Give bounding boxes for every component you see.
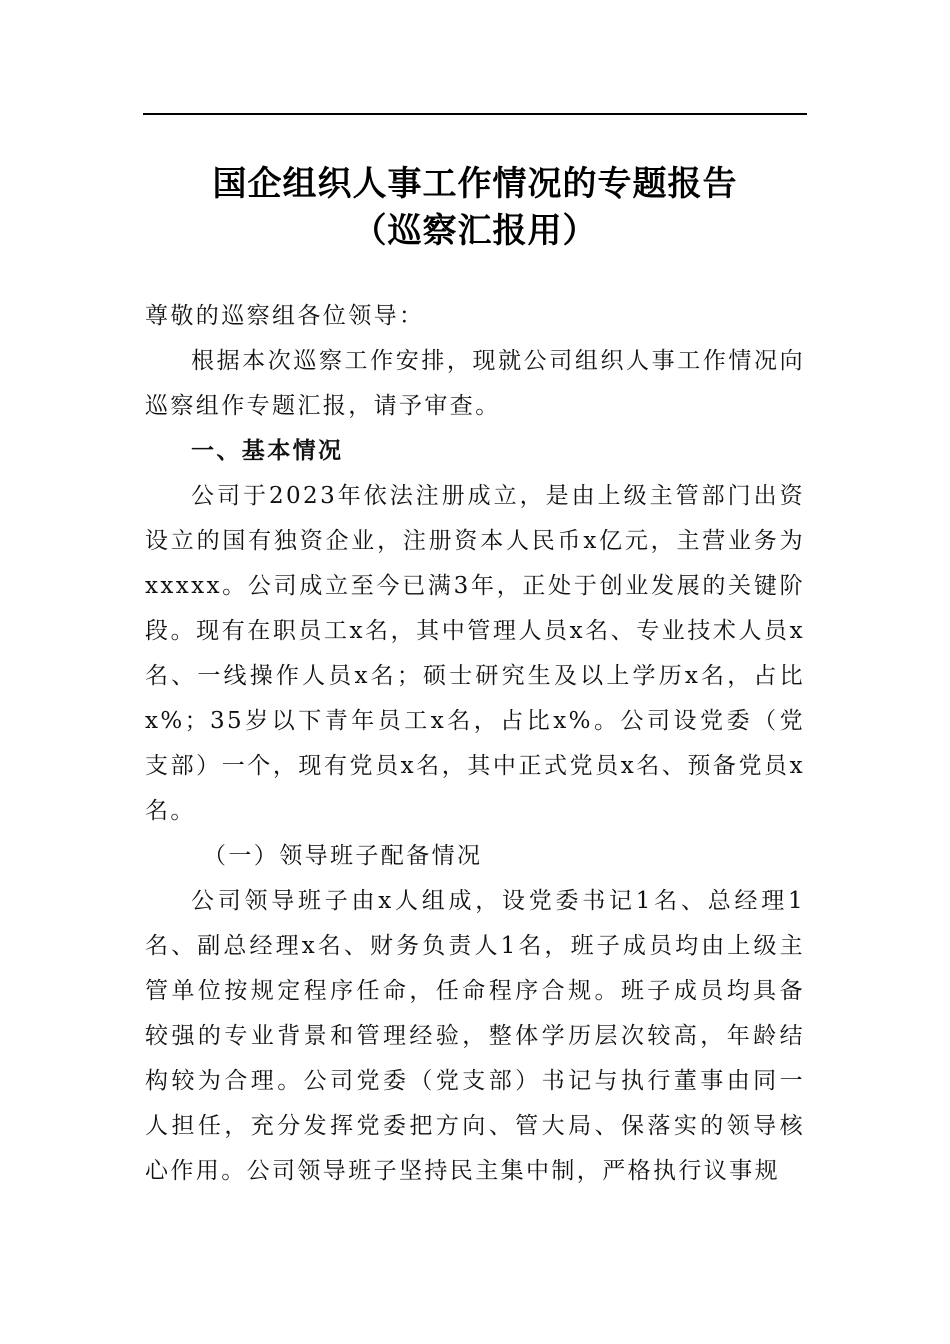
- leadership-paragraph: 公司领导班子由x人组成，设党委书记1名、总经理1名、副总经理x名、财务负责人1名，班子成员均由上级主管单位按规定程序任命，任命程序合规。班子成员均具备较强的专业背景和管理经验，整体学历层次较高，年龄结构较为合理。公司党委（党支部）书记与执行董事由同一人担任，充分发挥党委把方向、管大局、保落实的领导核心作用。公司领导班子坚持民主集中制，严格执行议事规: [145, 888, 805, 1184]
- intro-paragraph: 根据本次巡察工作安排，现就公司组织人事工作情况向巡察组作专题汇报，请予审查。: [145, 348, 805, 419]
- header-rule: [143, 113, 807, 115]
- document-subtitle: （巡察汇报用）: [352, 211, 598, 251]
- section-heading-basic-situation: 一、基本情况: [191, 438, 344, 464]
- salutation: 尊敬的巡察组各位领导：: [145, 303, 425, 329]
- basic-situation-paragraph: 公司于2023年依法注册成立，是由上级主管部门出资设立的国有独资企业，注册资本人民币x亿元，主营业务为xxxxx。公司成立至今已满3年，正处于创业发展的关键阶段。现有在职员工x名，其中管理人员x名、专业技术人员x名、一线操作人员x名；硕士研究生及以上学历x名，占比x%；35岁以下青年员工x名，占比x%。公司设党委（党支部）一个，现有党员x名，其中正式党员x名、预备党员x名。: [145, 483, 805, 824]
- subsection-heading-leadership: （一）领导班子配备情况: [203, 843, 483, 869]
- document-title: 国企组织人事工作情况的专题报告: [212, 164, 738, 204]
- document-body: [145, 294, 805, 1194]
